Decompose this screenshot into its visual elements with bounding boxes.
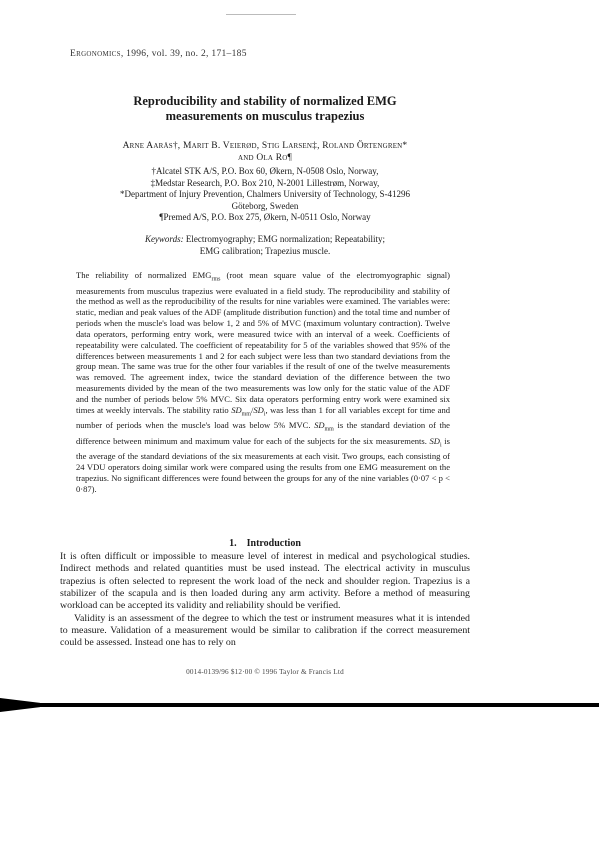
copyright-line: 0014-0139/96 $12·00 © 1996 Taylor & Francis Ltd	[186, 668, 344, 676]
keywords-line-1	[90, 234, 440, 246]
keywords-text-1: Electromyography; EMG normalization; Repeatability;	[185, 234, 386, 244]
abstract-subscript: i	[439, 442, 442, 449]
abstract-text: (root mean square value of the electromyographic signal) measurements from musculus trapezius were evaluated in a field study. The reproducibility and stability of the method as well as the reproducibility of the results for nine variables were examined. The variables were: static, median and peak values of the ADF (amplitude distribution function) and the total time and number of periods when the muscle's load was below 1, 2 and 5% of MVC (maximum voluntary contraction). Twelve data operators, performing entry work, were measured twice with an interval of a week. Coefficients of repeatability were calculated. The coefficient of repeatability for 5 of the variables showed that 95% of the differences between measurements 1 and 2 for each subject were less than two standard deviations from the group mean. The same was true for the other four variables if the result of one of the twelve measurements was removed. The agreement index, twice the standard deviation of the difference between the two measurements divided by the mean of the two measurements was low only for the static value of the ADF and the number of periods below 5% MVC. Six data operators performing entry work were examined six times at weekly intervals. The stability ratio	[76, 270, 450, 415]
intro-paragraph-2: Validity is an assessment of the degree to which the test or instrument measures what it is intended to measure. Validation of a measurement would be similar to calibration if the correct measurement could be assessed. Instead one has to rely on	[60, 612, 470, 649]
journal-name: Ergonomics	[70, 49, 121, 59]
intro-paragraph-1: It is often difficult or impossible to measure level of interest in medical and psychological studies. Indirect methods and related quantities must be used instead. The electrical activity in musculus trapezius is often selected to represent the work load of the neck and shoulder region. Trapezius is a stabilizer of the scapula and is then loaded during any arm activity. Before a method of measuring workload can be accepted its validity and reliability should be verified.	[60, 551, 470, 612]
abstract-subscript: i	[263, 411, 266, 418]
abstract-symbol: SD	[314, 420, 325, 431]
affiliation-line: *Department of Injury Prevention, Chalmers University of Technology, S-41296	[119, 189, 411, 199]
author-list	[60, 140, 470, 164]
abstract-text: is the standard deviation of the difference between minimum and maximum value for each of the subjects for the six measurements.	[76, 420, 450, 446]
abstract-symbol: SD	[429, 435, 440, 446]
abstract-text: The reliability of normalized EMG	[76, 270, 212, 280]
journal-header	[70, 49, 247, 59]
affiliation-line: Göteborg, Sweden	[231, 200, 299, 211]
keywords-text-2: EMG calibration; Trapezius muscle.	[199, 245, 331, 256]
keywords-label: Keywords:	[144, 234, 184, 244]
scan-bar	[0, 703, 599, 707]
affiliation-line: ¶Premed A/S, P.O. Box 275, Økern, N-0511 Oslo, Norway	[159, 212, 371, 222]
title-line-1: Reproducibility and stability of normalized EMG	[133, 94, 397, 108]
abstract-text: is the average of the standard deviations of the six measurements at each visit. Two groups, each consisting of 24 VDU operators doing similar work were compared using the results from one EMG measurement on the trapezius. No significant differences were found between the groups for any of the nine variables (0·07 < p < 0·87).	[76, 435, 450, 494]
abstract-text: , was less than 1 for all variables except for time and number of periods when the muscle's load was below 5% MVC.	[76, 404, 450, 431]
abstract-subscript: mm	[324, 427, 334, 434]
section-title: Introduction	[246, 538, 301, 549]
paper-title	[60, 94, 470, 124]
abstract	[76, 270, 450, 495]
keywords	[90, 234, 440, 257]
title-line-2: measurements on musculus trapezius	[165, 109, 365, 123]
affiliations	[90, 166, 440, 224]
section-number: 1.	[229, 538, 237, 549]
abstract-subscript: rms	[211, 276, 221, 283]
abstract-symbol: SD	[231, 404, 242, 415]
authors-line-2: and Ola Ro¶	[237, 153, 292, 163]
scan-speck	[226, 14, 296, 15]
abstract-symbol: /	[250, 404, 254, 415]
intro-body	[60, 551, 470, 650]
abstract-symbol: SD	[253, 404, 264, 415]
affiliation-line: †Alcatel STK A/S, P.O. Box 60, Økern, N-0508 Oslo, Norway,	[151, 166, 379, 176]
abstract-subscript: mm	[241, 411, 251, 418]
affiliation-line: ‡Medstar Research, P.O. Box 210, N-2001 Lillestrøm, Norway,	[150, 177, 380, 188]
authors-line-1: Arne Aarås†, Marit B. Veierød, Stig Larsen‡, Roland Örtengren*	[122, 141, 408, 151]
section-heading	[60, 538, 470, 549]
journal-citation: , 1996, vol. 39, no. 2, 171–185	[120, 49, 247, 59]
